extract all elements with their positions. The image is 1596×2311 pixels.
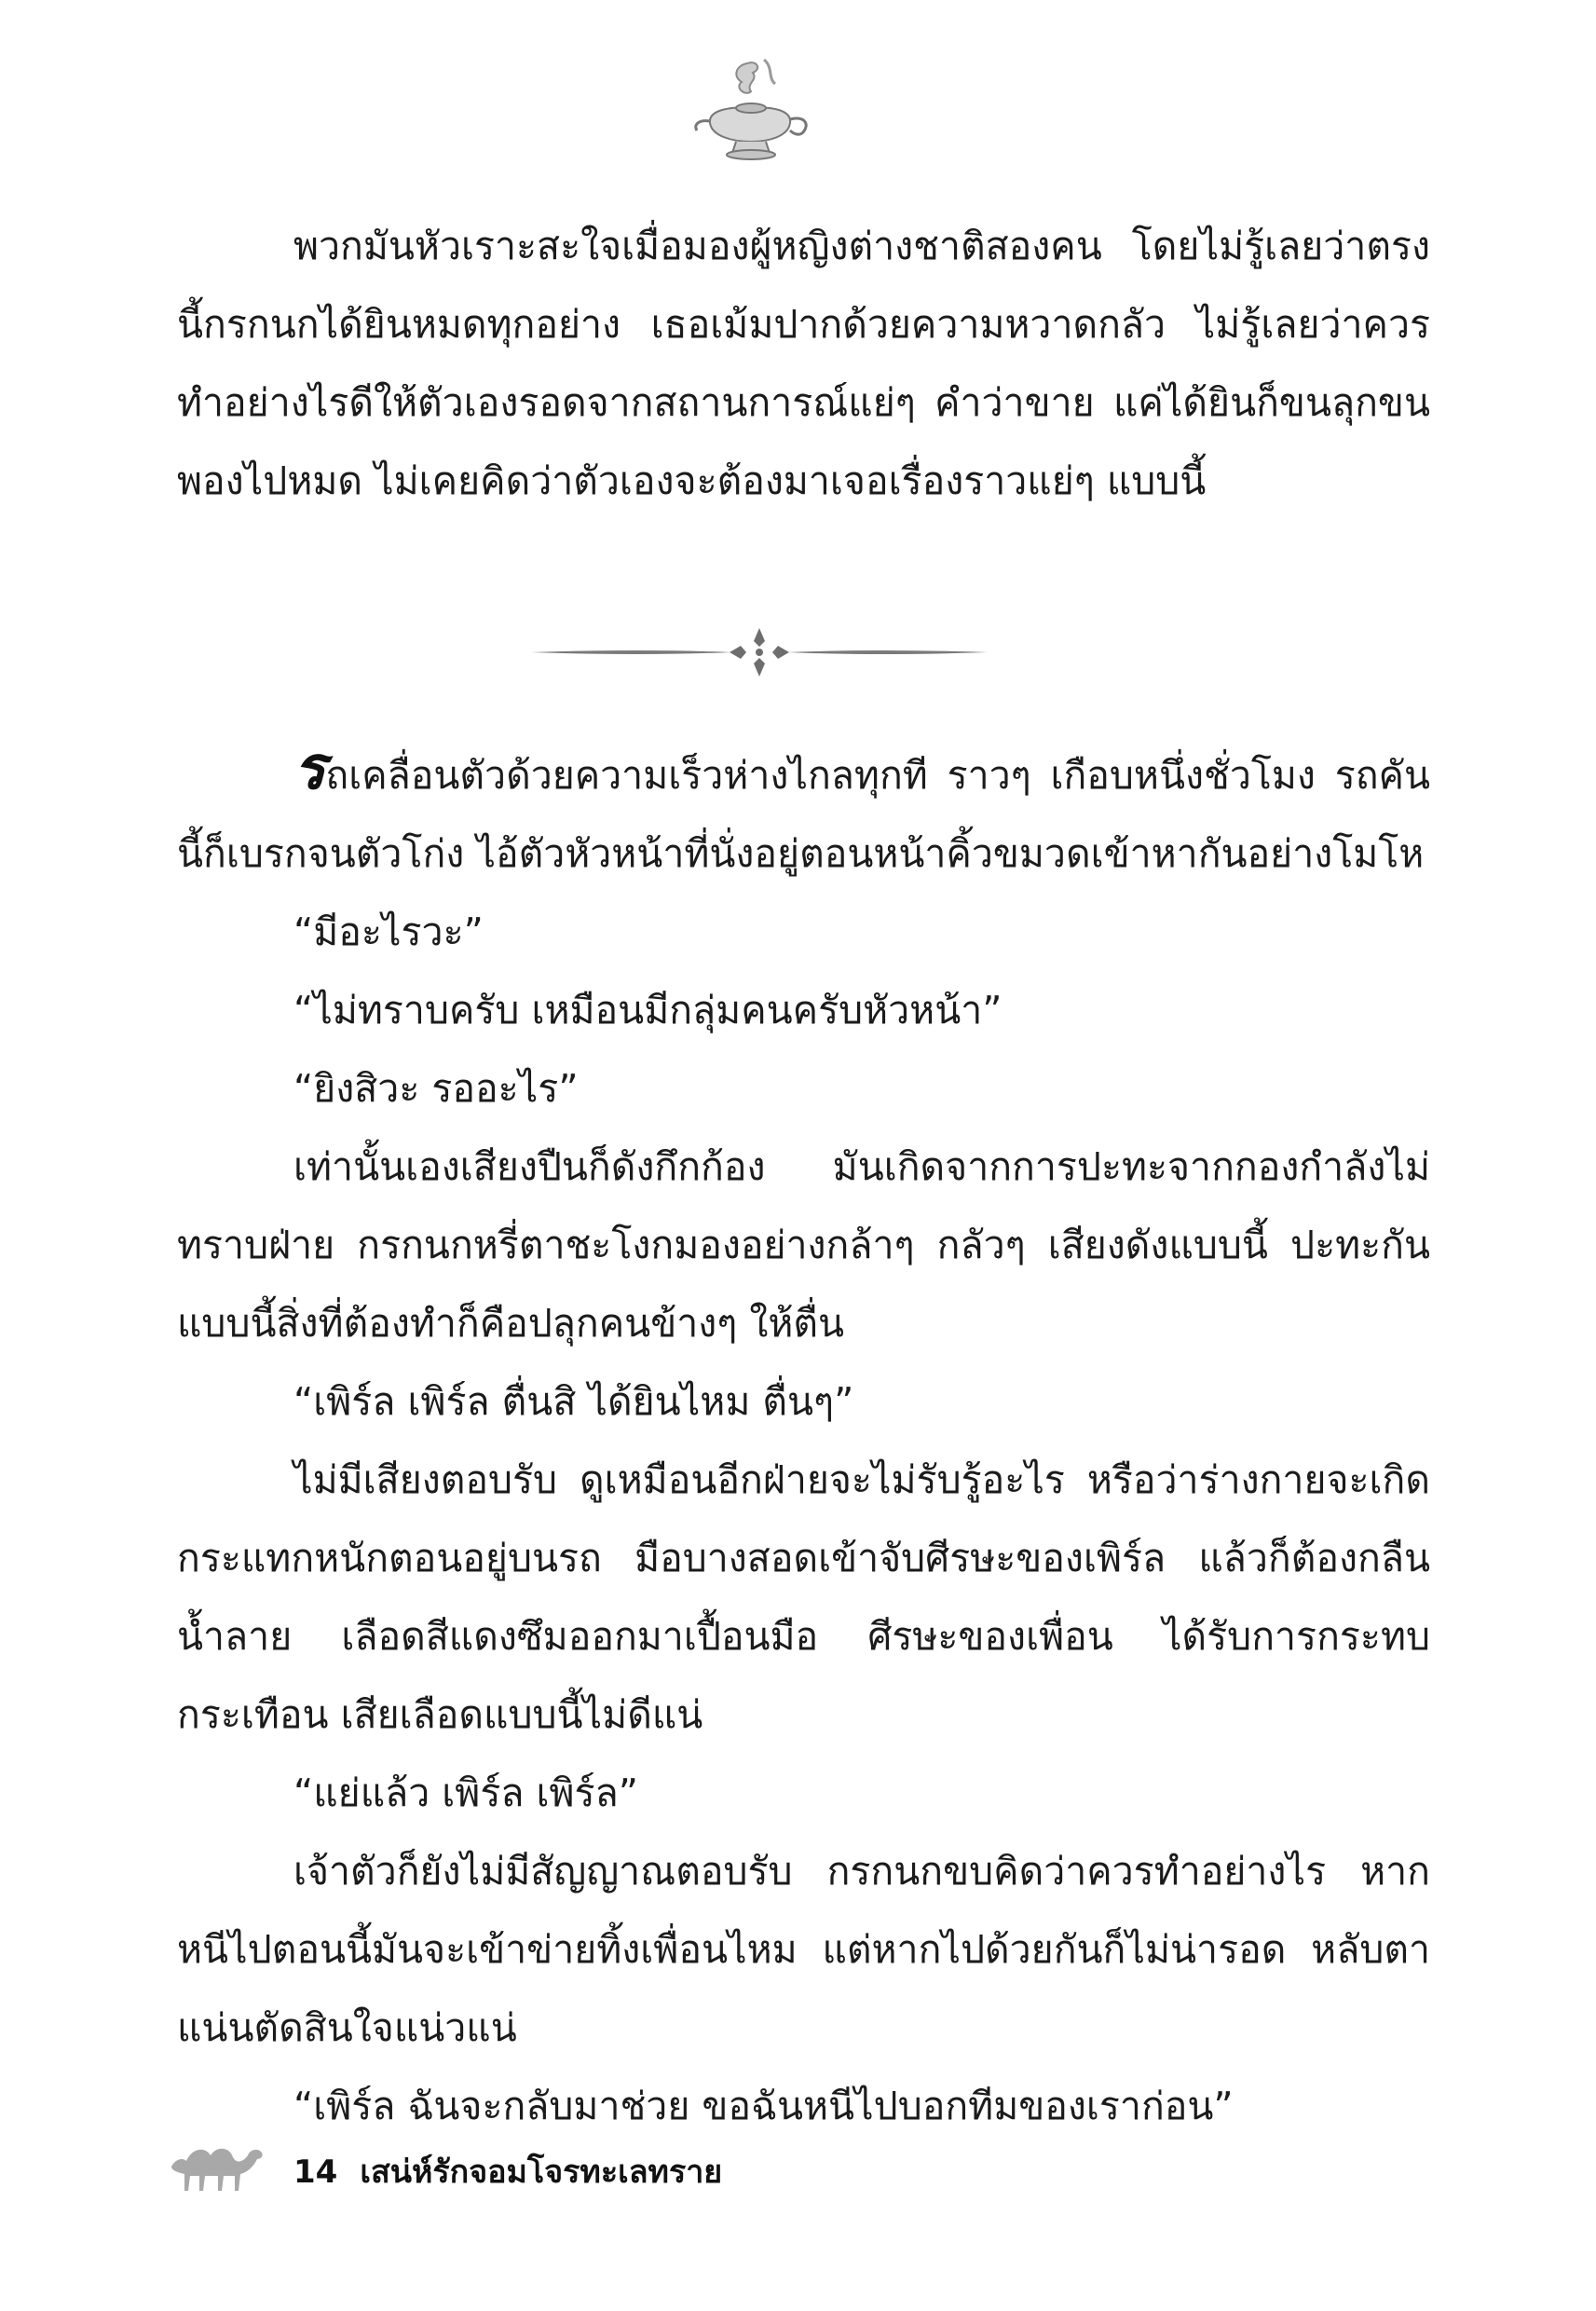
section2-text	[177, 736, 1430, 2145]
running-title: เสน่ห์รักจอมโจรทะเลทราย	[360, 2154, 723, 2191]
dialog-line: “เพิร์ล เพิร์ล ตื่นสิ ได้ยินไหม ตื่นๆ”	[293, 1379, 854, 1424]
opening-paragraph	[177, 736, 1430, 893]
paragraph: พวกมันหัวเราะสะใจเมื่อมองผู้หญิงต่างชาติสองคน โดยไม่รู้เลยว่าตรงนี้กรกนกได้ยินหมดทุกอย่าง เธอเม้มปากด้วยความหวาดกลัว ไม่รู้เลยว่าควรทำอย่างไรดีให้ตัวเองรอดจากสถานการณ์แย่ๆ คำว่าขาย แค่ได้ยินก็ขนลุกขนพองไปหมด ไม่เคยคิดว่าตัวเองจะต้องมาเจอเรื่องราวแย่ๆ แบบนี้	[177, 224, 1430, 503]
paragraph: เท่านั้นเองเสียงปืนก็ดังกึกก้อง มันเกิดจากการปะทะจากกองกำลังไม่ทราบฝ่าย กรกนกหรี่ตาชะโงกมองอย่างกล้าๆ กลัวๆ เสียงดังแบบนี้ ปะทะกันแบบนี้สิ่งที่ต้องทำก็คือปลุกคนข้างๆ ให้ตื่น	[177, 1144, 1430, 1346]
opening-text: ถเคลื่อนตัวด้วยความเร็วห่างไกลทุกที ราวๆ เกือบหนึ่งชั่วโมง รถคันนี้ก็เบรกจนตัวโก่ง ไอ้ตัวหัวหน้าที่นั่งอยู่ตอนหน้าคิ้วขมวดเข้าหากันอย่างโมโห	[177, 753, 1430, 876]
section1-text	[177, 207, 1430, 520]
dialog-line: “เพิร์ล ฉันจะกลับมาช่วย ขอฉันหนีไปบอกทีมของเราก่อน”	[293, 2084, 1234, 2128]
drop-cap: ร	[293, 734, 326, 803]
dialog-line: “ยิงสิวะ รออะไร”	[293, 1066, 579, 1111]
dialog-line: “มีอะไรวะ”	[293, 909, 484, 954]
camel-icon	[168, 2139, 270, 2195]
genie-lamp-icon	[689, 56, 815, 168]
footer-text	[293, 2146, 722, 2196]
paragraph: เจ้าตัวก็ยังไม่มีสัญญาณตอบรับ กรกนกขบคิดว่าควรทำอย่างไร หากหนีไปตอนนี้มันจะเข้าข่ายทิ้งเพื่อนไหม แต่หากไปด้วยกันก็ไม่น่ารอด หลับตาแน่นตัดสินใจแน่วแน่	[177, 1849, 1430, 2050]
dialog-line: “ไม่ทราบครับ เหมือนมีกลุ่มคนครับหัวหน้า”	[293, 988, 1003, 1032]
page-footer	[168, 2129, 1006, 2204]
paragraph: ไม่มีเสียงตอบรับ ดูเหมือนอีกฝ่ายจะไม่รับรู้อะไร หรือว่าร่างกายจะเกิดกระแทกหนักตอนอยู่บนรถ มือบางสอดเข้าจับศีรษะของเพิร์ล แล้วก็ต้องกลืนน้ำลาย เลือดสีแดงซึมออกมาเปื้อนมือ ศีรษะของเพื่อน ได้รับการกระทบกระเทือน เสียเลือดแบบนี้ไม่ดีแน่	[177, 1457, 1430, 1737]
dialog-line: “แย่แล้ว เพิร์ล เพิร์ล”	[293, 1771, 638, 1815]
page-number: 14	[293, 2154, 338, 2191]
ornamental-divider	[531, 615, 988, 690]
